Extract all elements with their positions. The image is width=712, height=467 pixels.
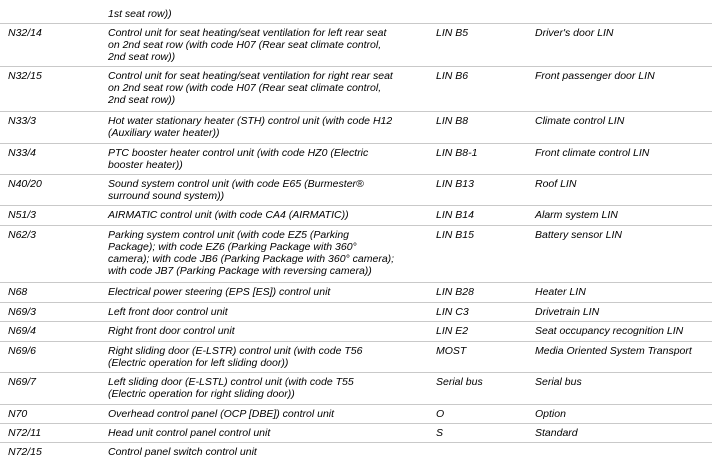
component-code: N69/7 [8,376,37,388]
abbreviation: LIN B28 [436,286,474,298]
component-description: Control unit for seat heating/seat ventilation for left rear seat on 2nd seat row (with code H07 (Rear seat climate control, 2nd seat row)) [108,27,387,63]
abbreviation: O [436,408,445,420]
component-code: N32/14 [8,27,42,39]
component-description: Control panel switch control unit [108,446,257,458]
abbreviation: LIN B8 [436,115,469,127]
abbreviation: LIN E2 [436,325,469,337]
abbreviation-meaning: Climate control LIN [535,115,625,127]
abbreviation-meaning: Standard [535,427,578,439]
component-description: Left front door control unit [108,306,228,318]
component-code: N69/4 [8,325,37,337]
abbreviation-meaning: Serial bus [535,376,582,388]
component-code: N72/15 [8,446,42,458]
abbreviation-meaning: Roof LIN [535,178,577,190]
component-description: Control unit for seat heating/seat ventilation for right rear seat on 2nd seat row (with code H07 (Rear seat climate control, 2nd seat row)) [108,70,393,106]
abbreviation: LIN B6 [436,70,469,82]
abbreviation-meaning: Front climate control LIN [535,147,650,159]
component-code: N69/3 [8,306,37,318]
abbreviation: LIN B14 [436,209,474,221]
component-code: N68 [8,286,28,298]
abbreviation: LIN B8-1 [436,147,478,159]
component-description: PTC booster heater control unit (with code HZ0 (Electric booster heater)) [108,147,369,171]
abbreviation: S [436,427,444,439]
component-code: N72/11 [8,427,42,439]
component-code: N69/6 [8,345,37,357]
abbreviation-meaning: Front passenger door LIN [535,70,655,82]
component-code: N62/3 [8,229,37,241]
component-code: N40/20 [8,178,42,190]
abbreviation-meaning: Option [535,408,566,420]
component-code: N33/4 [8,147,37,159]
abbreviation: Serial bus [436,376,483,388]
component-code: N51/3 [8,209,37,221]
component-code: N70 [8,408,28,420]
abbreviation-meaning: Seat occupancy recognition LIN [535,325,684,337]
component-code: N33/3 [8,115,37,127]
abbreviation: LIN B15 [436,229,474,241]
abbreviation-meaning: Battery sensor LIN [535,229,622,241]
component-description: Right sliding door (E-LSTR) control unit (with code T56 (Electric operation for left sliding door)) [108,345,363,369]
component-code: N32/15 [8,70,42,82]
component-description: Head unit control panel control unit [108,427,271,439]
component-description: Parking system control unit (with code EZ5 (Parking Package); with code EZ6 (Parking Package with 360° camera); with code JB6 (Parking Package with 360° camera); with code JB7 (Parking Package with reversing camera)) [108,229,395,277]
abbreviation: LIN C3 [436,306,469,318]
abbreviation-meaning: Drivetrain LIN [535,306,600,318]
abbreviation-meaning: Media Oriented System Transport [535,345,692,357]
component-description: AIRMATIC control unit (with code CA4 (AIRMATIC)) [108,209,349,221]
component-description: Sound system control unit (with code E65 (Burmester® surround sound system)) [108,178,364,202]
abbreviation-meaning: Alarm system LIN [535,209,618,221]
component-description: 1st seat row)) [108,8,172,20]
abbreviation-meaning: Driver's door LIN [535,27,614,39]
component-description: Electrical power steering (EPS [ES]) control unit [108,286,331,298]
abbreviation-meaning: Heater LIN [535,286,586,298]
abbreviation: MOST [436,345,467,357]
abbreviation: LIN B5 [436,27,469,39]
component-description: Right front door control unit [108,325,235,337]
component-description: Left sliding door (E-LSTL) control unit (with code T55 (Electric operation for right sliding door)) [108,376,354,400]
component-description: Overhead control panel (OCP [DBE]) control unit [108,408,335,420]
abbreviation: LIN B13 [436,178,474,190]
component-description: Hot water stationary heater (STH) control unit (with code H12 (Auxiliary water heater)) [108,115,393,139]
